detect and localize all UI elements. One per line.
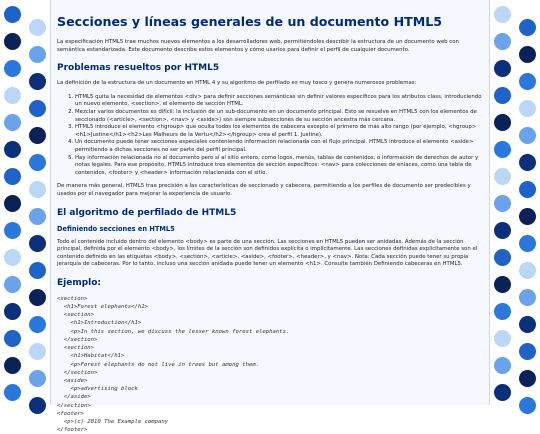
decorative-dot <box>4 222 21 239</box>
decorative-dot <box>4 141 21 158</box>
decorative-dot <box>4 168 21 185</box>
decorative-dot <box>519 235 536 252</box>
decorative-dot <box>494 168 511 185</box>
decorative-dot <box>519 262 536 279</box>
decorative-dot <box>4 195 21 212</box>
code-line: <aside> <box>57 377 88 384</box>
list-item: 1. HTML5 quita la necesidad de elementos <div> para definir secciones semánticas sin definir valores específicos para los atributos class, introduciendo un nuevo elemento, <section>, el elemento de sección HTML. <box>75 94 483 109</box>
decorative-dot <box>519 73 536 90</box>
decorative-dot <box>494 384 511 401</box>
code-line: <p>(c) 2010 The Example company <box>57 418 169 425</box>
decorative-dot <box>4 114 21 131</box>
problems-conclusion: De manera más general, HTML5 trae precisión a las características de seccionado y cabecera, permitiendo a los perfiles de documento ser predecibles y usados por el navegador para mejorar la experiencia de usuario. <box>57 183 471 197</box>
code-line: <p>advertising block <box>57 386 138 393</box>
code-example <box>57 295 483 434</box>
code-line: <section> <box>57 295 88 302</box>
code-line: <h1>Habitat</h1> <box>57 353 125 360</box>
decorative-dot <box>494 330 511 347</box>
list-item: 4. Un documento puede tener secciones especiales conteniendo información relacionada con el flujo principal. HTML5 introduce el elemento <aside> permitiendo a dichas secciones no ser parte del perfil principal. <box>75 139 483 154</box>
code-line: <h1>Introduction</h1> <box>57 320 142 327</box>
decorative-dot <box>494 249 511 266</box>
decorative-dot <box>494 87 511 104</box>
decorative-dot <box>519 181 536 198</box>
decorative-dot <box>4 276 21 293</box>
decorative-dot <box>519 19 536 36</box>
example-heading: Ejemplo: <box>57 277 102 288</box>
decorative-dot <box>494 303 511 320</box>
code-line: <p>Forest elephants do not live in trees but among them. <box>57 361 260 368</box>
code-line: </aside> <box>57 394 91 401</box>
section-heading-algorithm: El algoritmo de perfilado de HTML5 <box>57 207 237 218</box>
decorative-dot <box>494 195 511 212</box>
decorative-dot <box>29 154 46 171</box>
code-line: <h1>Forest elephants</h1> <box>57 304 148 311</box>
intro-paragraph: La especificación HTML5 trae muchos nuevos elementos a los desarrolladores web, permitiéndoles describir la estructura de un documento web con semántica estandarizada. Este documento describe estos elementos y cómo usarlos para definir el perfil de cualquier documento. <box>57 39 459 53</box>
decorative-dot <box>519 316 536 333</box>
decorative-dot <box>4 330 21 347</box>
decorative-dot <box>29 316 46 333</box>
decorative-dot <box>494 6 511 23</box>
decorative-dot <box>519 100 536 117</box>
decorative-dot <box>519 370 536 387</box>
list-item: 3. HTML5 introduce el elemento <hgroup> que oculta todos los elementos de cabecera excepto el primero de más alto rango (por ejemplo, <hgroup><h1>Justine</h1><h2>Les Malheurs de la Vertu</h2></hgroup> crea el perfil 1. Justine). <box>75 124 483 139</box>
decorative-dot <box>29 127 46 144</box>
decorative-dot <box>494 60 511 77</box>
code-line: </section> <box>57 336 98 343</box>
right-dot-border <box>490 0 540 405</box>
decorative-dot <box>29 181 46 198</box>
decorative-dot <box>29 397 46 414</box>
decorative-dot <box>4 60 21 77</box>
decorative-dot <box>4 357 21 374</box>
decorative-dot <box>519 343 536 360</box>
decorative-dot <box>494 276 511 293</box>
code-line: <footer> <box>57 410 84 417</box>
code-line: <p>In this section, we discuss the lesser known forest elephants. <box>57 328 290 335</box>
problems-list <box>57 94 483 178</box>
page-title: Secciones y líneas generales de un documento HTML5 <box>57 14 443 29</box>
decorative-dot <box>29 343 46 360</box>
decorative-dot <box>494 33 511 50</box>
decorative-dot <box>29 73 46 90</box>
decorative-dot <box>519 208 536 225</box>
decorative-dot <box>29 370 46 387</box>
decorative-dot <box>29 46 46 63</box>
subsection-paragraph: Todo el contenido incluido dentro del elemento <body> es parte de una sección. Las secciones en HTML5 pueden ser anidadas. Además de la sección principal, definida por el elemento <body>, los límites de la sección son definidos explícita o implícitamente. Las secciones definidas explícitamente son el contenido definido en las etiquetas <body>, <section>, <article>, <aside>, <footer>, <header>, y <nav>. Nota: Cada sección puede tener su propia jerarquía de cabeceras. Por lo tanto, incluso una sección anidada puede tener un elemento <h1>. Consulte también Definiendo cabeceras en HTML5. <box>57 238 478 268</box>
decorative-dot <box>519 46 536 63</box>
decorative-dot <box>494 141 511 158</box>
decorative-dot <box>4 33 21 50</box>
decorative-dot <box>519 127 536 144</box>
list-item: 5. Hay información relacionada no al documento pero sí al sitio entero, como logos, menús, tablas de contenidos, o información de derechos de autor y notas legales. Para ese propósito, HTML5 introduce tres elementos de sección específicos: <nav> para colecciones de enlaces, como una tabla de contenidos, <footer> y <header> información relacionada con el sitio. <box>75 155 483 178</box>
decorative-dot <box>4 6 21 23</box>
decorative-dot <box>29 289 46 306</box>
decorative-dot <box>29 235 46 252</box>
code-line: <section> <box>57 312 95 319</box>
code-line: </section> <box>57 369 98 376</box>
subsection-heading: Definiendo secciones en HTML5 <box>57 224 175 233</box>
decorative-dot <box>519 289 536 306</box>
left-dot-border <box>0 0 50 405</box>
document-page <box>50 0 490 434</box>
decorative-dot <box>494 357 511 374</box>
code-line: </section> <box>57 402 91 409</box>
decorative-dot <box>519 397 536 414</box>
decorative-dot <box>4 303 21 320</box>
list-item: 2. Mezclar varios documentos es difícil: la inclusión de un sub-documento en un documento principal. Esto se resuelve en HTML5 con los elementos de seccionado (<article>, <section>, <nav> y <aside>) son siempre subsecciones de su sección ancestra más cercana. <box>75 109 483 124</box>
decorative-dot <box>519 154 536 171</box>
decorative-dot <box>29 208 46 225</box>
decorative-dot <box>29 19 46 36</box>
decorative-dot <box>4 87 21 104</box>
decorative-dot <box>494 114 511 131</box>
decorative-dot <box>29 100 46 117</box>
decorative-dot <box>494 222 511 239</box>
decorative-dot <box>29 262 46 279</box>
decorative-dot <box>4 384 21 401</box>
code-line: </footer> <box>57 427 88 434</box>
problems-lead: La definición de la estructura de un documento en HTML 4 y su algoritmo de perfilado es muy tosco y genera numerosos problemas: <box>57 80 417 87</box>
section-heading-problems: Problemas resueltos por HTML5 <box>57 63 220 74</box>
decorative-dot <box>4 249 21 266</box>
code-line: <section> <box>57 345 95 352</box>
